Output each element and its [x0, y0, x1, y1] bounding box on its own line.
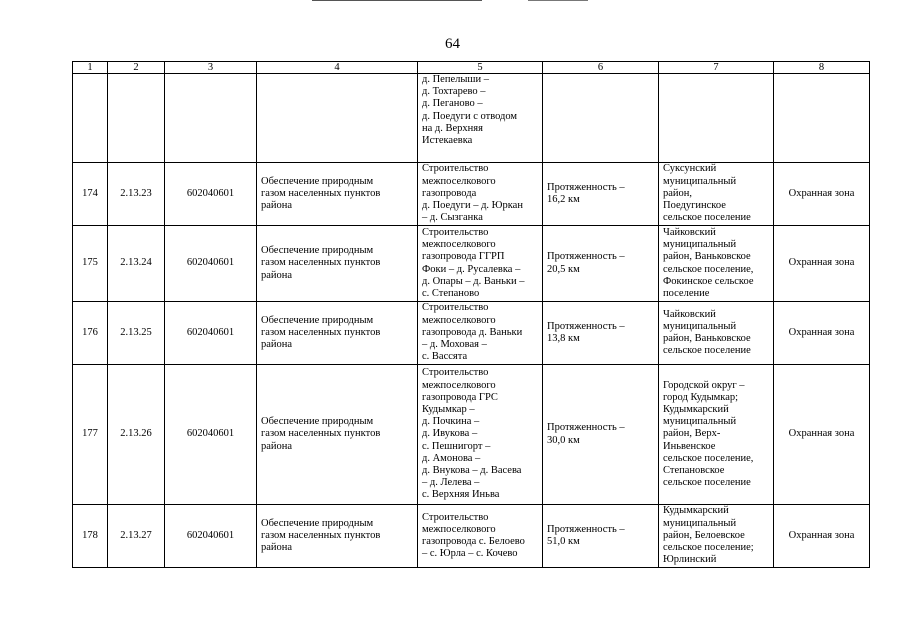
empty-cell [165, 74, 257, 163]
cell-line: газопровода ГРС [422, 391, 498, 403]
cell-line: Фоки – д. Русалевка – [422, 263, 521, 275]
cell-line: Обеспечение природным [261, 314, 374, 326]
cell-line: район, Верх- [663, 428, 721, 440]
cell-purpose [257, 163, 418, 226]
cell-line: Протяженность – [547, 422, 625, 434]
cell-purpose [257, 302, 418, 365]
cell-line: с. Пешнигорт – [422, 440, 491, 452]
cell-line: город Кудымкар; [663, 391, 739, 403]
column-header: 3 [165, 62, 257, 74]
cell-purpose [257, 505, 418, 568]
cell-number: 178 [73, 505, 108, 568]
cell-line: газопровода д. Ваньки [422, 326, 523, 338]
cell-line: газом населенных пунктов [261, 529, 381, 541]
cell-line: д. Опары – д. Ваньки – [422, 275, 525, 287]
cell-line: д. Поедуги – д. Юркан [422, 200, 523, 212]
column-header: 5 [418, 62, 543, 74]
cell-line: Обеспечение природным [261, 517, 374, 529]
cell-line: д. Амонова – [422, 452, 481, 464]
cell-purpose [257, 365, 418, 505]
cell-line: газопровода [422, 187, 477, 199]
scan-edge-line [312, 0, 482, 1]
cell-line: д. Почкина – [422, 416, 480, 428]
cell-id: 602040601 [165, 505, 257, 568]
cell-line: район, Белоевское [663, 529, 745, 541]
cell-line: Фокинское сельское [663, 275, 754, 287]
cell-length [543, 226, 659, 302]
cell-line: газопровода ГГРП [422, 251, 505, 263]
cell-line: межпоселкового [422, 239, 496, 251]
cell-number: 176 [73, 302, 108, 365]
cell-line: Кудымкарский [663, 403, 729, 415]
cell-line: района [261, 542, 293, 554]
cell-location [659, 505, 774, 568]
cell-purpose [257, 226, 418, 302]
table-row [73, 302, 870, 365]
cell-line: – д. Лелева – [422, 477, 480, 489]
scan-edge-line [528, 0, 588, 1]
cell-line: муниципальный [663, 239, 737, 251]
cell-location [659, 365, 774, 505]
cell-line: Городской округ – [663, 379, 745, 391]
cell-code: 2.13.23 [108, 163, 165, 226]
cell-line: Поедугинское [663, 200, 726, 212]
empty-cell [774, 74, 870, 163]
cell-line: муниципальный [663, 416, 737, 428]
cell-line: Строительство [422, 302, 489, 314]
cell-line: Обеспечение природным [261, 245, 374, 257]
cell-line: Протяженность – [547, 320, 625, 332]
cell-line: Суксунский [663, 163, 717, 175]
column-header: 2 [108, 62, 165, 74]
cell-line: сельское поселение [663, 345, 751, 357]
cell-object-name [418, 365, 543, 505]
cell-line: Строительство [422, 511, 489, 523]
cell-line: Строительство [422, 367, 489, 379]
cell-line: 16,2 км [547, 194, 580, 205]
cell-line: д. Пеганово – [422, 98, 483, 110]
cell-line: поселение [663, 287, 710, 299]
cell-line: с. Степаново [422, 287, 480, 299]
table-body [73, 74, 870, 568]
cell-line: Степановское [663, 465, 725, 476]
cell-zone: Охранная зона [774, 226, 870, 302]
cell-object-name [418, 302, 543, 365]
cell-line: с. Вассята [422, 351, 468, 363]
empty-cell [73, 74, 108, 163]
cell-line: район, Ваньковское [663, 333, 751, 344]
cell-line: с. Верхняя Иньва [422, 489, 500, 501]
cell-length [543, 505, 659, 568]
cell-line: межпоселкового [422, 523, 496, 535]
cell-object-name [418, 226, 543, 302]
cell-code: 2.13.25 [108, 302, 165, 365]
cell-line: 13,8 км [547, 333, 580, 344]
cell-number: 174 [73, 163, 108, 226]
cell-line: сельское поселение, [663, 452, 754, 464]
cell-line: муниципальный [663, 517, 737, 529]
cell-line: Обеспечение природным [261, 175, 374, 187]
cell-line: сельское поселение [663, 477, 751, 489]
cell-line: Юрлинский [663, 554, 717, 566]
cell-code: 2.13.24 [108, 226, 165, 302]
cell-id: 602040601 [165, 163, 257, 226]
cell-location [659, 226, 774, 302]
cell-number: 177 [73, 365, 108, 505]
cell-location [659, 163, 774, 226]
cell-zone: Охранная зона [774, 365, 870, 505]
cell-line: Протяженность – [547, 251, 625, 263]
cell-zone: Охранная зона [774, 163, 870, 226]
cell-location [659, 302, 774, 365]
cell-code: 2.13.27 [108, 505, 165, 568]
cell-line: сельское поселение; [663, 542, 754, 554]
cell-line: д. Ивукова – [422, 428, 478, 440]
cell-length [543, 163, 659, 226]
cell-line: д. Поедуги с отводом [422, 110, 518, 122]
empty-cell [257, 74, 418, 163]
empty-cell [659, 74, 774, 163]
cell-line: Обеспечение природным [261, 416, 374, 428]
cell-line: 20,5 км [547, 263, 580, 275]
cell-line: Строительство [422, 226, 489, 238]
cell-id: 602040601 [165, 365, 257, 505]
cell-line: Кудымкар – [422, 403, 475, 415]
cell-line: сельское поселение [663, 212, 751, 224]
cell-line: межпоселкового [422, 175, 496, 187]
cell-line: район, Ваньковское [663, 251, 751, 263]
page-number: 64 [445, 36, 460, 52]
cell-id: 602040601 [165, 302, 257, 365]
cell-line: газопровода с. Белоево [422, 536, 525, 547]
cell-code: 2.13.26 [108, 365, 165, 505]
cell-line: район, [663, 187, 693, 199]
cell-line: Протяженность – [547, 181, 625, 193]
cell-line: Кудымкарский [663, 505, 729, 517]
cell-line: д. Тохтарево – [422, 86, 486, 98]
cell-object-name [418, 74, 543, 163]
cell-length [543, 302, 659, 365]
column-header: 8 [774, 62, 870, 74]
column-header: 4 [257, 62, 418, 74]
cell-line: газом населенных пунктов [261, 257, 381, 269]
objects-table [72, 61, 870, 568]
cell-line: муниципальный [663, 175, 737, 187]
cell-line: газом населенных пунктов [261, 187, 381, 199]
header-row [73, 62, 870, 74]
cell-line: – д. Моховая – [422, 339, 487, 351]
cell-line: района [261, 339, 293, 351]
cell-line: района [261, 440, 293, 452]
cell-line: – с. Юрла – с. Кочево [422, 548, 518, 560]
cell-number: 175 [73, 226, 108, 302]
cell-zone: Охранная зона [774, 302, 870, 365]
cell-line: муниципальный [663, 320, 737, 332]
table-row [73, 226, 870, 302]
cell-line: 30,0 км [547, 434, 580, 446]
cell-object-name [418, 163, 543, 226]
cell-line: сельское поселение, [663, 263, 754, 275]
cell-id: 602040601 [165, 226, 257, 302]
cell-line: района [261, 269, 293, 281]
cell-line: д. Внукова – д. Васева [422, 465, 522, 476]
column-header: 7 [659, 62, 774, 74]
cell-line: Чайковский [663, 226, 716, 238]
cell-line: межпоселкового [422, 314, 496, 326]
cell-line: газом населенных пунктов [261, 326, 381, 338]
column-header: 6 [543, 62, 659, 74]
cell-line: Истекаевка [422, 135, 473, 147]
table-row [73, 163, 870, 226]
empty-cell [108, 74, 165, 163]
cell-line: межпоселкового [422, 379, 496, 391]
cell-line: – д. Сызганка [422, 212, 483, 224]
cell-line: Иньвенское [663, 440, 716, 452]
cell-line: Чайковский [663, 308, 716, 320]
cell-zone: Охранная зона [774, 505, 870, 568]
cell-line: Протяженность – [547, 523, 625, 535]
continuation-row [73, 74, 870, 163]
column-header: 1 [73, 62, 108, 74]
cell-line: 51,0 км [547, 536, 580, 547]
cell-object-name [418, 505, 543, 568]
empty-cell [543, 74, 659, 163]
cell-line: д. Пепелыши – [422, 74, 489, 85]
cell-line: на д. Верхняя [422, 122, 483, 134]
cell-line: Строительство [422, 163, 489, 175]
cell-length [543, 365, 659, 505]
cell-line: района [261, 200, 293, 212]
table-row [73, 505, 870, 568]
table-row [73, 365, 870, 505]
cell-line: газом населенных пунктов [261, 428, 381, 440]
